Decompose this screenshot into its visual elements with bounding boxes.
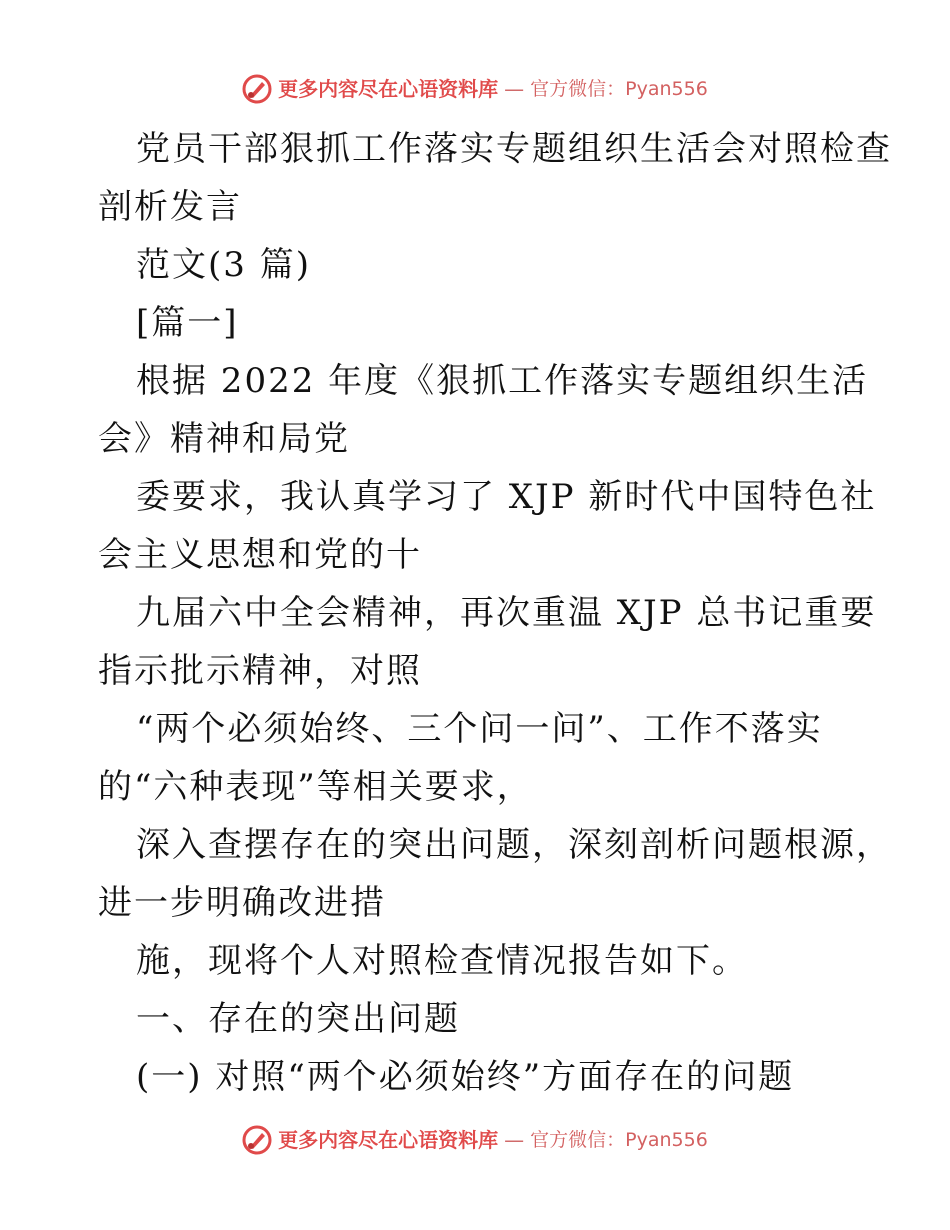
paragraph-line: 指示批示精神，对照 [98, 651, 422, 691]
watermark-brand-text: 更多内容尽在心语资料库 [278, 77, 499, 101]
watermark-account-text: 官方微信：Pyan556 [530, 78, 708, 100]
paragraph-line: “两个必须始终、三个问一问”、工作不落实 [136, 709, 823, 749]
paragraph-line: 会》精神和局党 [98, 419, 350, 459]
brush-logo-icon [242, 74, 272, 104]
document-body [98, 120, 892, 1106]
paragraph-line: 的“六种表现”等相关要求， [98, 767, 533, 807]
watermark-account-text: 官方微信：Pyan556 [530, 1129, 708, 1151]
paragraph-line: 根据 2022 年度《狠抓工作落实专题组织生活 [136, 361, 869, 401]
watermark-separator: — [504, 1128, 525, 1152]
section-heading: 一、存在的突出问题 [136, 999, 460, 1039]
paragraph-line: 九届六中全会精神，再次重温 XJP 总书记重要 [136, 593, 877, 633]
section-label: [篇一] [136, 303, 239, 343]
subsection-heading: (一) 对照“两个必须始终”方面存在的问题 [136, 1057, 795, 1097]
paragraph-line: 委要求，我认真学习了 XJP 新时代中国特色社 [136, 477, 877, 517]
watermark-separator: — [504, 77, 525, 101]
paragraph-line: 施，现将个人对照检查情况报告如下。 [136, 941, 748, 981]
document-title-line-1: 党员干部狠抓工作落实专题组织生活会对照检查 [136, 129, 892, 169]
document-subtitle: 范文(3 篇) [136, 245, 311, 285]
header-watermark [0, 74, 950, 104]
watermark-brand-text: 更多内容尽在心语资料库 [278, 1128, 499, 1152]
brush-logo-icon [242, 1125, 272, 1155]
paragraph-line: 深入查摆存在的突出问题，深刻剖析问题根源， [136, 825, 892, 865]
paragraph-line: 进一步明确改进措 [98, 883, 386, 923]
footer-watermark [0, 1125, 950, 1155]
paragraph-line: 会主义思想和党的十 [98, 535, 422, 575]
document-title-line-2: 剖析发言 [98, 187, 242, 227]
